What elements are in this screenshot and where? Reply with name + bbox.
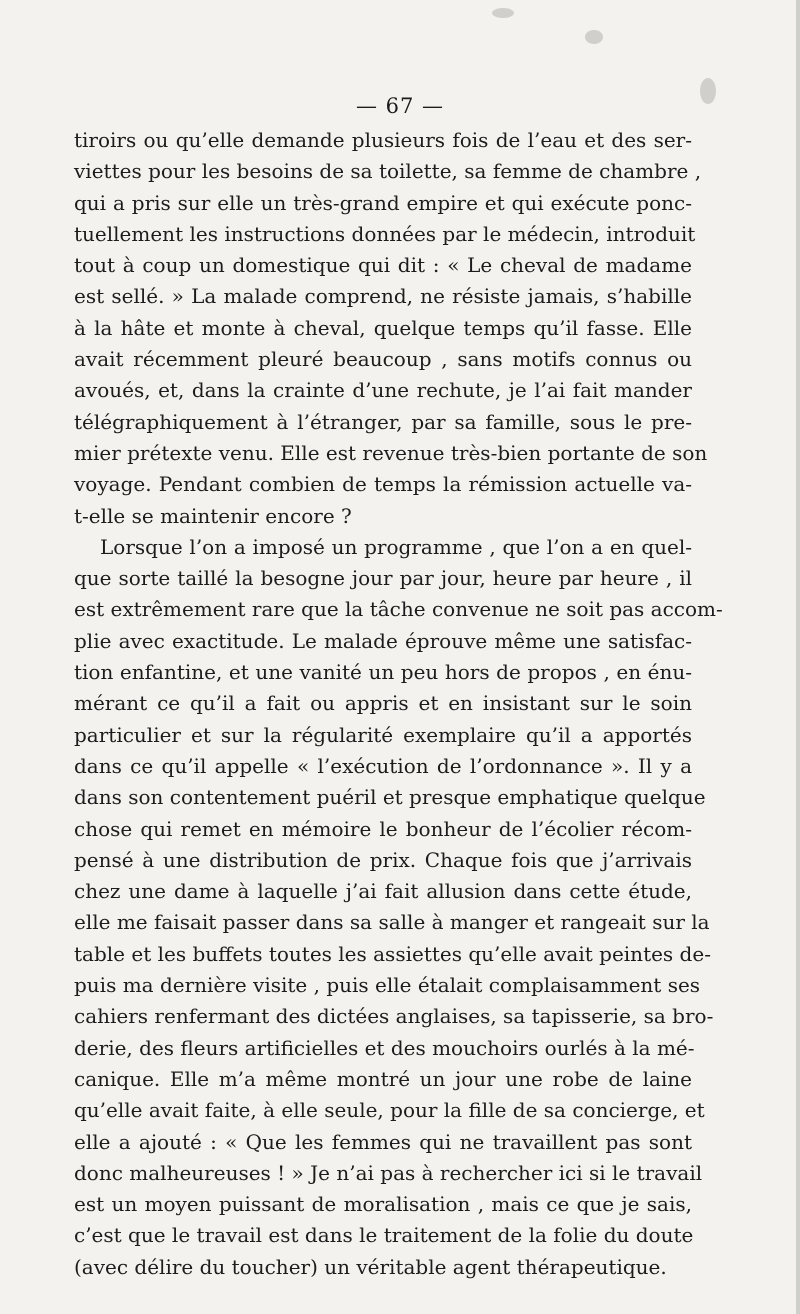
text-line: est un moyen puissant de moralisation , mais ce que je sais, [74,1192,692,1217]
page-number: — 67 — [355,94,445,118]
text-line: pensé à une distribution de prix. Chaque fois que j’arrivais [74,847,692,872]
text-line: à la hâte et monte à cheval, quelque temps qu’il fasse. Elle [74,315,692,340]
text-line: puis ma dernière visite , puis elle étalait complaisamment ses [74,973,701,998]
text-line: (avec délire du toucher) un véritable agent thérapeutique. [74,1254,667,1279]
text-line: qu’elle avait faite, à elle seule, pour la fille de sa concierge, et [74,1098,705,1123]
text-line: qui a pris sur elle un très-grand empire et qui exécute ponc- [74,190,692,215]
text-line: derie, des fleurs artificielles et des mouchoirs ourlés à la mé- [74,1035,695,1060]
text-line: donc malheureuses ! » Je n’ai pas à rechercher ici si le travail [74,1160,703,1185]
text-line: elle a ajouté : « Que les femmes qui ne travaillent pas sont [74,1129,692,1154]
text-line: chez une dame à laquelle j’ai fait allusion dans cette étude, [74,879,692,904]
text-line: canique. Elle m’a même montré un jour une robe de laine [74,1066,692,1091]
text-line: tiroirs ou qu’elle demande plusieurs fois de l’eau et des ser- [74,128,692,152]
text-line: Lorsque l’on a imposé un programme , que l’on a en quel- [100,534,692,559]
text-line: t-elle se maintenir encore ? [74,503,352,528]
text-line: c’est que le travail est dans le traitement de la folie du doute [74,1223,694,1248]
text-line: plie avec exactitude. Le malade éprouve même une satisfac- [74,628,692,653]
text-line: viettes pour les besoins de sa toilette, sa femme de chambre , [74,159,702,184]
text-line: que sorte taillé la besogne jour par jour, heure par heure , il [74,566,692,591]
text-line: avait récemment pleuré beaucoup , sans motifs connus ou [74,347,692,372]
text-line: dans son contentement puéril et presque emphatique quelque [74,785,706,810]
text-line: mérant ce qu’il a fait ou appris et en insistant sur le soin [74,691,692,716]
body-text [74,125,723,1283]
text-line: cahiers renfermant des dictées anglaises, sa tapisserie, sa bro- [74,1004,714,1029]
paper-speck [492,8,514,18]
text-line: télégraphiquement à l’étranger, par sa famille, sous le pre- [74,409,692,434]
text-line: particulier et sur la régularité exemplaire qu’il a apportés [74,722,692,747]
text-line: est extrêmement rare que la tâche convenue ne soit pas accom- [74,597,723,622]
text-line: elle me faisait passer dans sa salle à manger et rangeait sur la [74,910,710,935]
paragraph [74,125,708,532]
text-line: tout à coup un domestique qui dit : « Le cheval de madame [74,253,692,278]
text-line: table et les buffets toutes les assiettes qu’elle avait peintes de- [74,941,711,966]
text-line: tuellement les instructions données par le médecin, introduit [74,221,696,246]
text-line: mier prétexte venu. Elle est revenue très-bien portante de son [74,440,708,465]
paragraph [74,532,723,1283]
text-line: voyage. Pendant combien de temps la rémission actuelle va- [74,472,692,497]
text-line: est sellé. » La malade comprend, ne résiste jamais, s’habille [74,284,692,309]
text-line: dans ce qu’il appelle « l’exécution de l’ordonnance ». Il y a [74,753,692,778]
paper-speck [585,30,603,44]
text-line: tion enfantine, et une vanité un peu hors de propos , en énu- [74,660,692,685]
text-line: chose qui remet en mémoire le bonheur de l’écolier récom- [74,816,692,841]
text-line: avoués, et, dans la crainte d’une rechute, je l’ai fait mander [74,378,692,403]
